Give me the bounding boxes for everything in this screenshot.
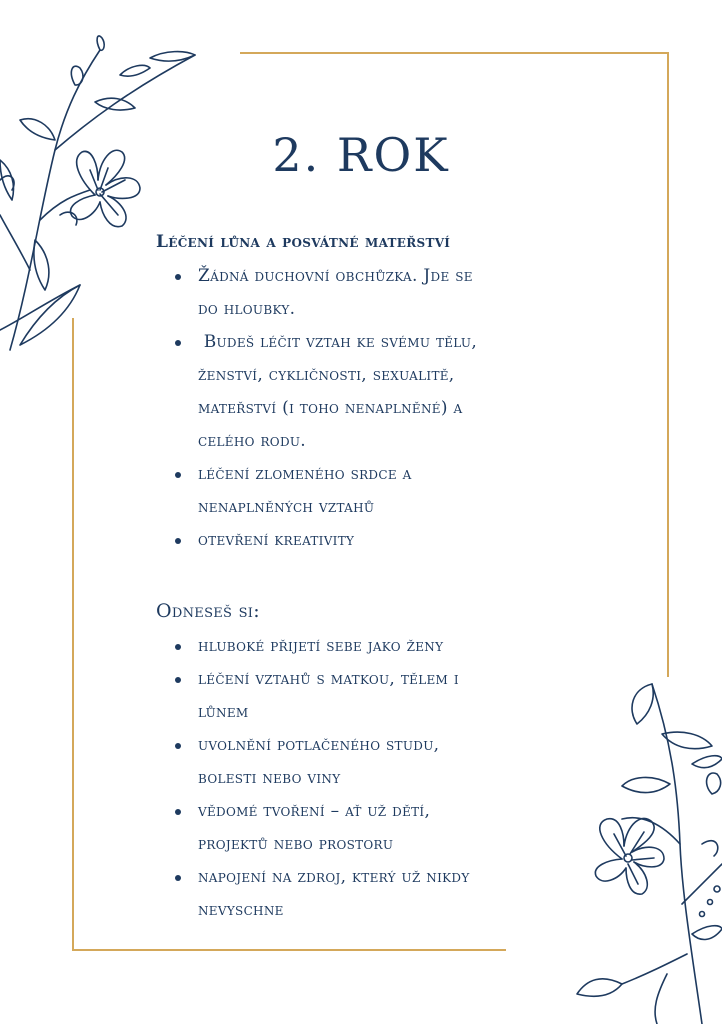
list-item: uvolnění potlačeného studu, bolesti nebo viny <box>172 729 470 795</box>
list-item: léčení vztahů s matkou, tělem i lůnem <box>172 663 470 729</box>
bullet-dot-icon <box>175 274 181 280</box>
list-item: léčení zlomeného srdce a nenaplněných vztahů <box>172 458 477 524</box>
bullet-dot-icon <box>175 472 181 478</box>
bullet-dot-icon <box>175 743 181 749</box>
list-item: Budeš léčit vztah ke svému tělu, ženství, cykličnosti, sexualitě, mateřství (i toho nenaplněné) a celého rodu. <box>172 326 477 458</box>
list-item: napojení na zdroj, který už nikdy nevyschne <box>172 861 470 927</box>
frame-top-line <box>240 52 669 54</box>
page-title: 2. ROK <box>272 128 450 182</box>
bullet-dot-icon <box>175 340 181 346</box>
section-heading-healing: Léčení lůna a posvátné mateřství <box>156 232 451 252</box>
list-item: vědomé tvoření – ať už dětí, projektů nebo prostoru <box>172 795 470 861</box>
bullet-list-healing <box>172 260 477 557</box>
section-heading-takeaways: Odneseš si: <box>156 600 260 622</box>
bullet-dot-icon <box>175 809 181 815</box>
list-item: Žádná duchovní obchůzka. Jde se do hloubky. <box>172 260 477 326</box>
bullet-dot-icon <box>175 538 181 544</box>
list-item: otevření kreativity <box>172 524 477 557</box>
list-item: hluboké přijetí sebe jako ženy <box>172 630 470 663</box>
bullet-dot-icon <box>175 677 181 683</box>
frame-bottom-line <box>72 949 506 951</box>
frame-left-line <box>72 318 74 951</box>
floral-bottom-right-icon <box>552 674 722 1024</box>
bullet-dot-icon <box>175 875 181 881</box>
bullet-dot-icon <box>175 644 181 650</box>
bullet-list-takeaways <box>172 630 470 927</box>
